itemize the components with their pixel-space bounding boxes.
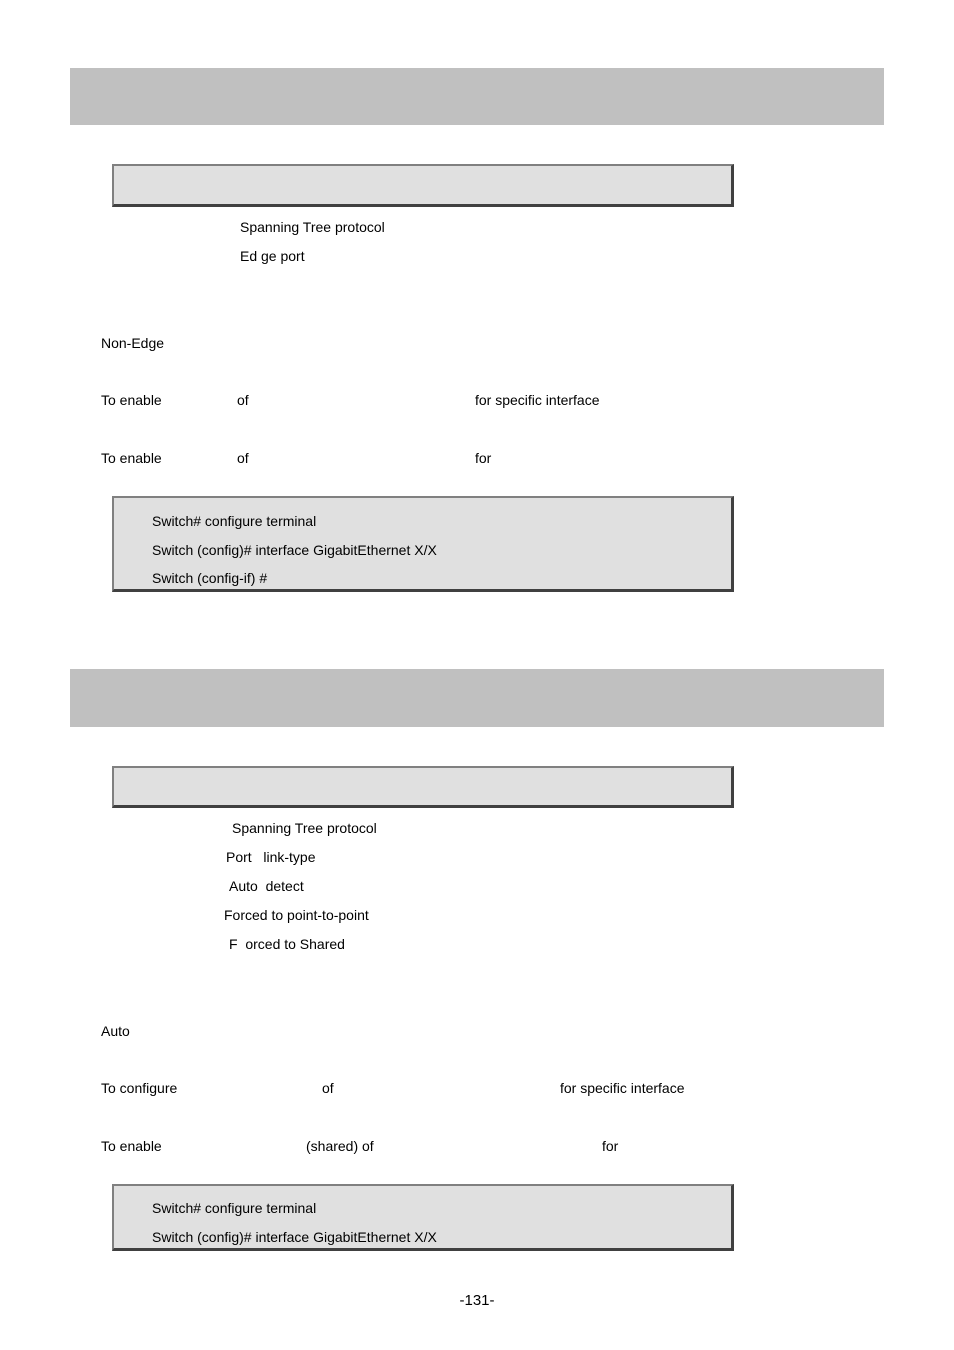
section-2-example-line-1: Switch# configure terminal bbox=[152, 1200, 317, 1216]
section-1-param-line-1: Spanning Tree protocol bbox=[240, 219, 385, 235]
section-1-command-syntax-box bbox=[112, 164, 734, 207]
section-2-header-bar bbox=[70, 669, 884, 727]
section-1-default-value: Non-Edge bbox=[101, 335, 165, 351]
section-2-param-line-1: Spanning Tree protocol bbox=[232, 820, 377, 836]
section-2-param-line-4: Forced to point-to-point bbox=[224, 907, 369, 923]
section-2-param-line-3: Auto detect bbox=[229, 878, 304, 894]
section-2-usage-text-c: for specific interface bbox=[560, 1080, 685, 1096]
section-1-example-line-1: Switch# configure terminal bbox=[152, 513, 317, 529]
section-2-param-line-2: Port link-type bbox=[226, 849, 316, 865]
section-1-usage-text-a: To enable bbox=[101, 392, 162, 408]
section-1-header-bar bbox=[70, 68, 884, 125]
section-1-example-line-2: Switch (config)# interface GigabitEthernet X/X bbox=[152, 542, 437, 558]
section-2-default-value: Auto bbox=[101, 1023, 130, 1039]
section-1-example-text-a: To enable bbox=[101, 450, 162, 466]
section-1-example-text-b: of bbox=[237, 450, 249, 466]
section-1-example-text-c: for bbox=[475, 450, 492, 466]
section-1-usage-text-c: for specific interface bbox=[475, 392, 600, 408]
section-2-usage-text-a: To configure bbox=[101, 1080, 178, 1096]
section-1-usage-text-b: of bbox=[237, 392, 249, 408]
section-2-usage-text-b: of bbox=[322, 1080, 334, 1096]
section-1-example-line-3: Switch (config-if) # bbox=[152, 570, 268, 586]
section-2-example-text-a: To enable bbox=[101, 1138, 162, 1154]
section-2-example-text-c: for bbox=[602, 1138, 619, 1154]
page-number: -131- bbox=[459, 1292, 495, 1309]
section-2-param-line-5: F orced to Shared bbox=[229, 936, 345, 952]
section-2-example-text-b: (shared) of bbox=[306, 1138, 374, 1154]
section-1-param-line-2: Ed ge port bbox=[240, 248, 305, 264]
section-2-example-line-2: Switch (config)# interface GigabitEthernet X/X bbox=[152, 1229, 437, 1245]
section-2-command-syntax-box bbox=[112, 766, 734, 808]
